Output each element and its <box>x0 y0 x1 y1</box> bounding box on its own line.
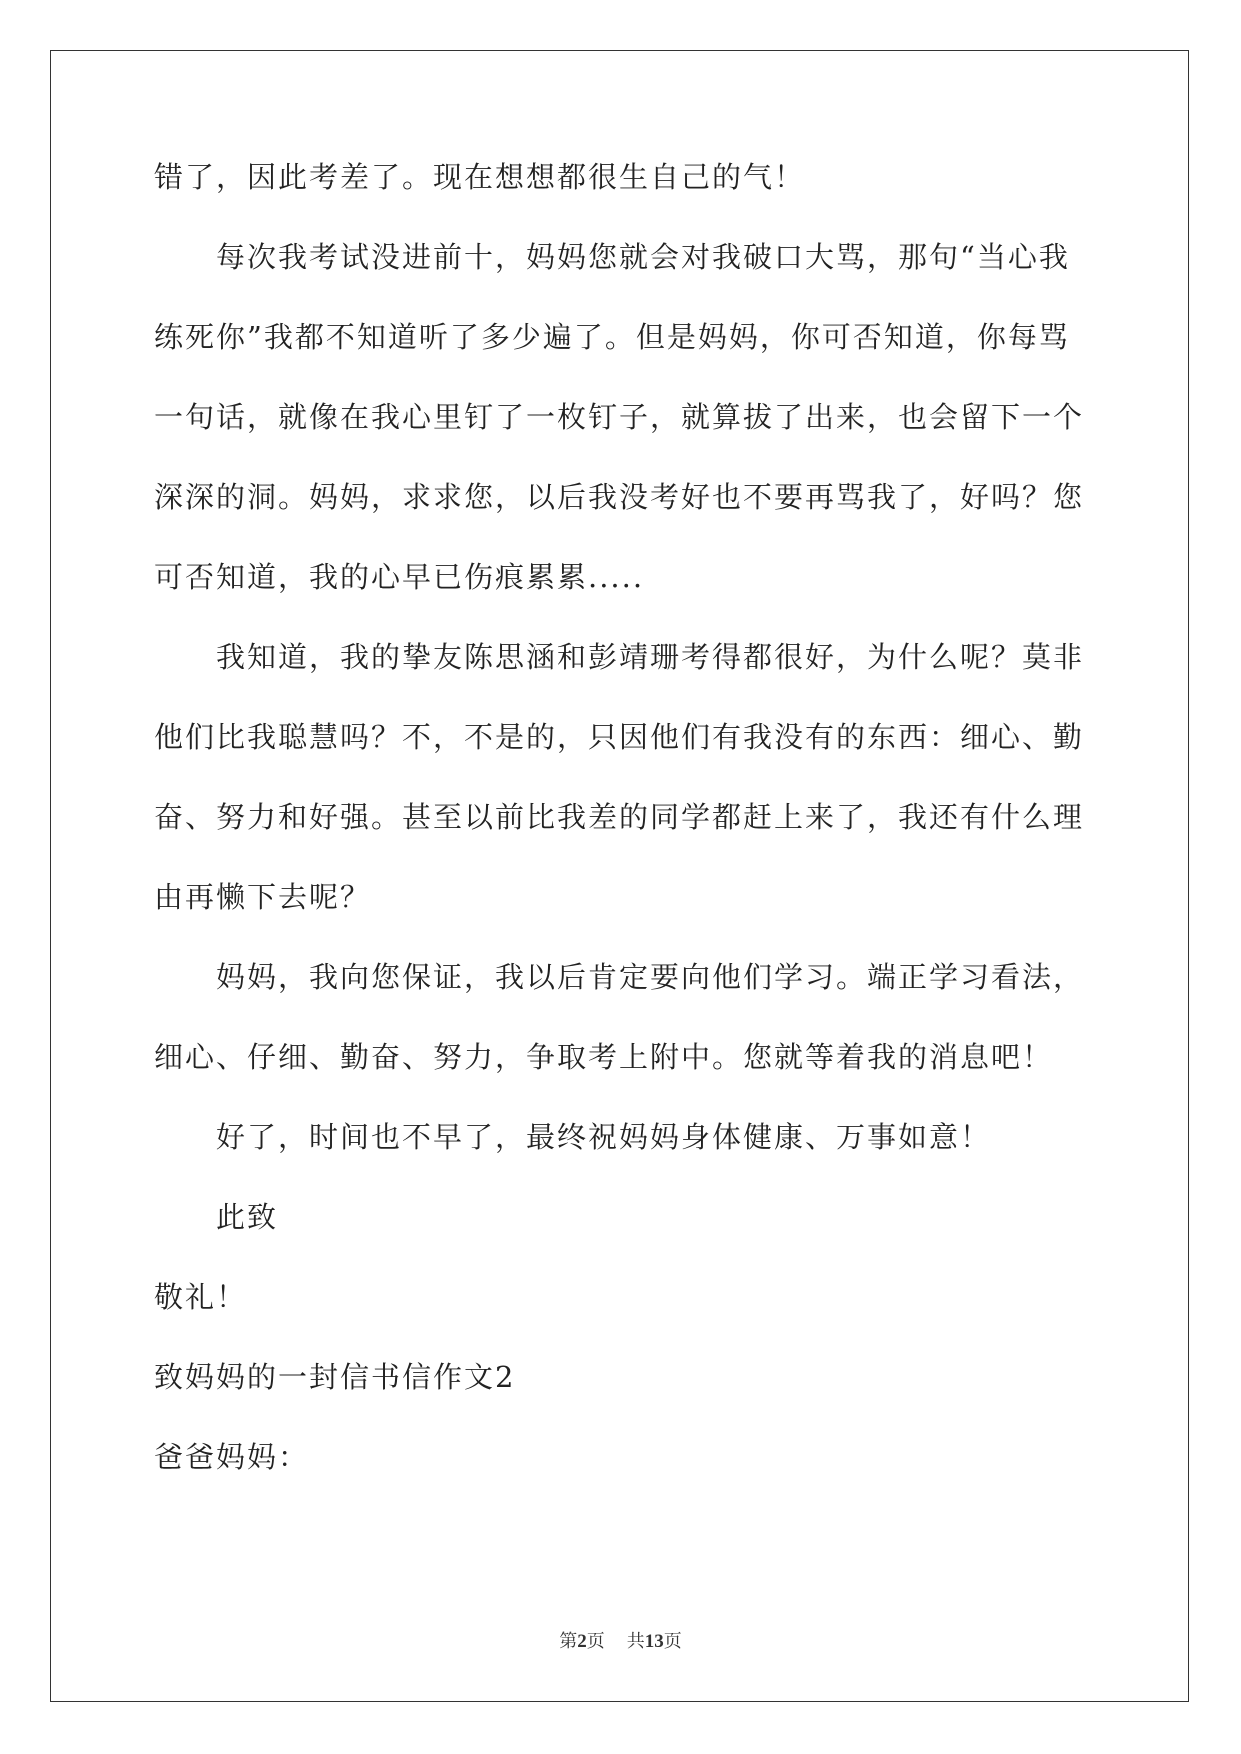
text-line: 致妈妈的一封信书信作文2 <box>154 1360 516 1394</box>
text-line: 错了，因此考差了。现在想想都很生自己的气！ <box>154 160 806 194</box>
text-line: 他们比我聪慧吗？不，不是的，只因他们有我没有的东西：细心、勤 <box>154 720 1085 754</box>
total-suffix: 页 <box>663 1631 682 1652</box>
text-line: 由再懒下去呢？ <box>154 880 372 914</box>
text-line: 敬礼！ <box>154 1280 248 1314</box>
text-line: 爸爸妈妈： <box>154 1440 310 1474</box>
text-line: 我知道，我的挚友陈思涵和彭靖珊考得都很好，为什么呢？莫非 <box>216 640 1085 674</box>
page-footer <box>0 1627 1241 1653</box>
text-line: 此致 <box>216 1200 279 1234</box>
text-line: 妈妈，我向您保证，我以后肯定要向他们学习。端正学习看法， <box>216 960 1085 994</box>
text-line: 一句话，就像在我心里钉了一枚钉子，就算拔了出来，也会留下一个 <box>154 400 1085 434</box>
page-prefix: 第 <box>559 1631 578 1652</box>
text-line: 好了，时间也不早了，最终祝妈妈身体健康、万事如意！ <box>216 1120 992 1154</box>
text-line: 练死你”我都不知道听了多少遍了。但是妈妈，你可否知道，你每骂 <box>154 320 1070 354</box>
total-pages: 13 <box>644 1631 664 1652</box>
page-suffix: 页 <box>586 1631 605 1652</box>
page-number: 2 <box>577 1631 587 1652</box>
total-prefix: 共 <box>626 1631 645 1652</box>
text-line: 细心、仔细、勤奋、努力，争取考上附中。您就等着我的消息吧！ <box>154 1040 1054 1074</box>
document-body <box>154 160 1089 1520</box>
text-line: 可否知道，我的心早已伤痕累累..... <box>154 560 645 594</box>
text-line: 每次我考试没进前十，妈妈您就会对我破口大骂，那句“当心我 <box>216 240 1070 274</box>
text-line: 奋、努力和好强。甚至以前比我差的同学都赶上来了，我还有什么理 <box>154 800 1085 834</box>
text-line: 深深的洞。妈妈，求求您，以后我没考好也不要再骂我了，好吗？您 <box>154 480 1085 514</box>
